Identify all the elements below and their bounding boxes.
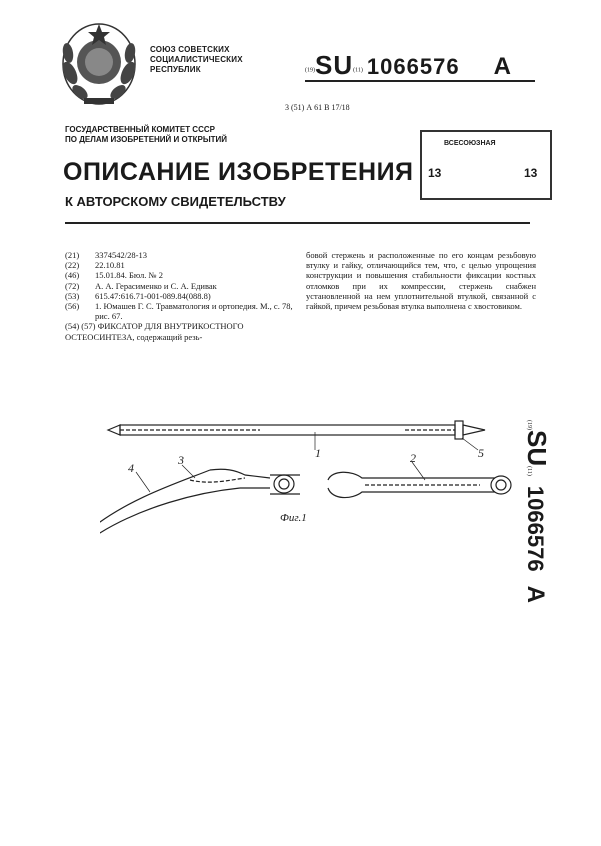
kind-code: A bbox=[522, 585, 549, 603]
biblio-code: (21) bbox=[65, 250, 80, 260]
document-title: ОПИСАНИЕ ИЗОБРЕТЕНИЯ bbox=[63, 158, 414, 186]
ipc-code: А 61 В 17/18 bbox=[306, 103, 350, 112]
library-stamp bbox=[420, 130, 552, 200]
patent-number: 1066576 bbox=[366, 54, 460, 79]
ussr-emblem-icon bbox=[58, 18, 140, 110]
biblio-row bbox=[65, 291, 295, 301]
biblio-text: А. А. Герасименко и С. А. Едивак bbox=[95, 280, 217, 291]
claim-text: бовой стержень и расположенные по его концам резьбовую втулку и гайку, отличающийся тем, что, с целью упрощения конструкции и повышения стабильности фиксации костных отломков при их компрессии, стержень снабжен установленной на нем уплотнительной втулкой, связанной с гайкой, причем резьбовая втулка выполнена с хвостовиком. bbox=[306, 250, 536, 312]
committee-line: ПО ДЕЛАМ ИЗОБРЕТЕНИЙ И ОТКРЫТИЙ bbox=[65, 135, 228, 144]
publication-number bbox=[305, 50, 511, 81]
country-code: SU bbox=[315, 50, 354, 80]
threaded-rod bbox=[108, 421, 485, 450]
biblio-row bbox=[65, 260, 295, 270]
biblio-text: 15.01.84. Бюл. № 2 bbox=[95, 270, 163, 281]
document-subtitle: К АВТОРСКОМУ СВИДЕТЕЛЬСТВУ bbox=[65, 194, 286, 209]
figure-caption: Фиг.1 bbox=[280, 512, 307, 524]
part-label: 2 bbox=[410, 451, 416, 465]
biblio-row bbox=[65, 250, 295, 260]
biblio-text: ФИКСАТОР ДЛЯ ВНУТРИКОСТНОГО ОСТЕОСИНТЕЗА, содержащий резь- bbox=[65, 321, 244, 342]
committee bbox=[65, 125, 227, 145]
bibliographic-data bbox=[65, 250, 295, 342]
biblio-code: (46) bbox=[65, 270, 80, 281]
country-line: СОЦИАЛИСТИЧЕСКИХ bbox=[150, 55, 243, 64]
biblio-code: (53) bbox=[65, 290, 80, 301]
country-name bbox=[150, 45, 243, 75]
committee-line: ГОСУДАРСТВЕННЫЙ КОМИТЕТ СССР bbox=[65, 125, 215, 134]
threaded-sleeve bbox=[100, 465, 300, 538]
biblio-row bbox=[65, 301, 295, 321]
biblio-row bbox=[65, 281, 295, 291]
part-label: 5 bbox=[478, 446, 484, 460]
ipc-classification bbox=[285, 103, 350, 112]
biblio-code: (72) bbox=[65, 280, 80, 291]
side-publication-number bbox=[522, 420, 567, 670]
part-label: 3 bbox=[178, 453, 184, 467]
patent-number: 1066576 bbox=[523, 485, 548, 572]
pub-code-19: (19) bbox=[526, 420, 532, 430]
biblio-code: (54) (57) bbox=[65, 321, 96, 332]
technical-drawing bbox=[100, 410, 520, 540]
pub-code-11: (11) bbox=[353, 67, 363, 74]
biblio-text: 22.10.81 bbox=[95, 260, 125, 271]
part-label: 1 bbox=[315, 446, 321, 460]
divider bbox=[305, 80, 535, 82]
biblio-text: 615.47:616.71-001-089.84(088.8) bbox=[95, 290, 211, 301]
country-line: РЕСПУБЛИК bbox=[150, 65, 201, 74]
country-code: SU bbox=[522, 430, 552, 467]
biblio-row bbox=[65, 321, 295, 341]
pub-code-11: (11) bbox=[526, 466, 532, 476]
biblio-code: (22) bbox=[65, 260, 80, 271]
kind-code: A bbox=[493, 53, 511, 80]
country-line: СОЮЗ СОВЕТСКИХ bbox=[150, 45, 230, 54]
stamp-text: ВСЕСОЮЗНАЯ bbox=[444, 140, 496, 147]
biblio-text: 3374542/28-13 bbox=[95, 250, 147, 260]
sealing-sleeve bbox=[328, 462, 511, 498]
divider bbox=[65, 222, 530, 224]
pub-code-19: (19) bbox=[305, 67, 315, 74]
ipc-prefix: 3 (51) bbox=[285, 103, 305, 112]
stamp-number-right: 13 bbox=[524, 166, 538, 180]
biblio-row bbox=[65, 270, 295, 280]
stamp-number-left: 13 bbox=[428, 166, 442, 180]
part-label: 4 bbox=[128, 461, 134, 475]
biblio-code: (56) bbox=[65, 301, 80, 312]
biblio-text: 1. Юмашев Г. С. Травматология и ортопедия. М., с. 78, рис. 67. bbox=[95, 301, 293, 322]
